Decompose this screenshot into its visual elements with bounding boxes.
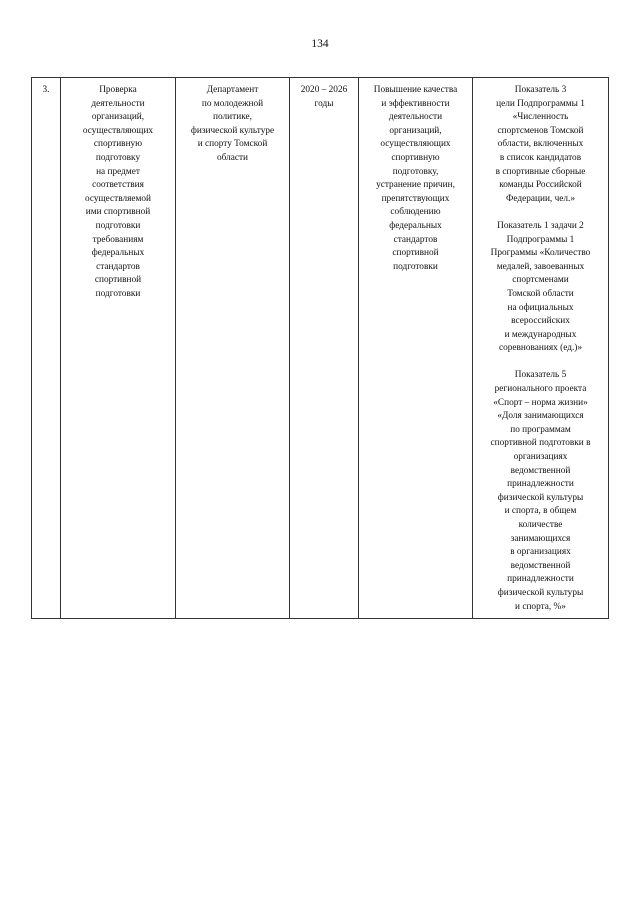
period-line: 2020 – 2026: [300, 85, 348, 95]
row-number: 3.: [42, 85, 50, 95]
activity-line: на предмет: [96, 166, 140, 177]
activity-line: спортивной: [94, 275, 142, 286]
indicator-line: команды Российской: [499, 180, 582, 191]
activity-line: Проверка: [99, 85, 137, 95]
period-line: годы: [314, 98, 334, 109]
indicator-line: в организациях: [510, 547, 571, 558]
indicator-line: Федерации, чел.»: [506, 193, 575, 204]
activity-table: [31, 77, 609, 619]
activity-line: организаций,: [91, 112, 145, 123]
executor-line: Департамент: [206, 85, 259, 95]
result-line: соблюдению: [390, 207, 441, 218]
result-line: стандартов: [393, 234, 438, 245]
executor-line: по молодежной: [201, 98, 264, 109]
result-line: федеральных: [389, 220, 442, 231]
activity-line: деятельности: [91, 98, 145, 109]
indicator-line: и спорта, в общем: [504, 506, 577, 517]
result-line: препятствующих: [381, 193, 450, 204]
activity-line: спортивную: [93, 139, 143, 150]
result-line: спортивную: [391, 152, 440, 163]
indicator-line: на официальных: [507, 302, 574, 313]
indicator-block: [475, 220, 606, 356]
result-line: Повышение качества: [373, 85, 458, 95]
indicator-line: по программам: [510, 424, 571, 435]
executor-line: и спорту Томской: [197, 139, 268, 150]
executor-cell: [176, 78, 290, 619]
period-cell: [290, 78, 359, 619]
activity-line: стандартов: [96, 261, 140, 272]
indicator-line: ведомственной: [510, 465, 571, 476]
indicator-line: и спорта, %»: [515, 601, 566, 612]
activity-line: подготовки: [95, 288, 141, 299]
executor-line: физической культуре: [190, 125, 275, 136]
activity-line: подготовку: [95, 152, 141, 163]
indicator-line: спортивной подготовки в: [490, 438, 591, 449]
indicator-line: области, включенных: [497, 139, 584, 150]
result-line: осуществляющих: [380, 139, 451, 150]
page-number: 134: [311, 38, 329, 50]
result-line: устранение причин,: [376, 180, 455, 191]
indicator-line: принадлежности: [507, 574, 574, 585]
indicator-line: физической культуры: [497, 587, 584, 598]
activity-line: соответствия: [92, 180, 144, 191]
indicator-line: Программы «Количество: [490, 248, 591, 259]
result-line: деятельности: [388, 112, 443, 123]
activity-line: осуществляющих: [82, 125, 154, 136]
row-number-cell: [32, 78, 61, 619]
indicator-line: и международных: [504, 329, 577, 340]
activity-line: осуществляемой: [84, 193, 152, 204]
result-line: организаций,: [389, 125, 442, 136]
indicator-line: соревнованиях (ед.)»: [498, 343, 583, 354]
indicator-line: организациях: [513, 452, 568, 463]
result-line: и эффективности: [381, 98, 450, 109]
indicator-line: в спортивные сборные: [495, 166, 586, 177]
indicator-line: медалей, завоеванных: [496, 261, 585, 272]
activity-cell: [61, 78, 176, 619]
indicator-line: ведомственной: [510, 560, 571, 571]
indicator-line: регионального проекта: [494, 384, 587, 395]
executor-line: области: [216, 152, 249, 163]
indicator-line: Показатель 3: [514, 85, 567, 95]
indicator-line: Показатель 1 задачи 2: [497, 220, 584, 231]
result-line: подготовку,: [392, 166, 439, 177]
result-cell: [359, 78, 473, 619]
indicator-line: «Спорт – норма жизни»: [493, 397, 588, 408]
indicator-block: [475, 84, 606, 206]
indicator-line: цели Подпрограммы 1: [496, 98, 585, 109]
result-line: подготовки: [393, 261, 438, 272]
indicator-block: [475, 369, 606, 614]
indicator-line: Подпрограммы 1: [506, 234, 575, 245]
activity-line: подготовки: [95, 220, 141, 231]
result-line: спортивной: [392, 248, 439, 259]
indicator-line: физической культуры: [497, 492, 584, 503]
activity-line: ими спортивной: [85, 207, 151, 218]
indicator-line: всероссийских: [511, 316, 570, 327]
activity-line: требованиям: [92, 234, 144, 245]
indicators-cell: [473, 78, 609, 619]
indicator-line: в список кандидатов: [499, 152, 582, 163]
executor-line: политике,: [213, 112, 252, 123]
indicator-line: количестве: [518, 520, 563, 530]
indicator-line: «Доля занимающихся: [497, 411, 584, 422]
indicator-line: Показатель 5: [514, 370, 567, 381]
indicator-line: Томской области: [507, 288, 574, 299]
table-row: [32, 78, 609, 619]
indicator-line: «Численность: [512, 112, 569, 123]
activity-line: федеральных: [91, 248, 145, 259]
indicator-line: спортсменами: [512, 275, 569, 286]
indicator-line: принадлежности: [507, 479, 574, 490]
indicator-line: занимающихся: [510, 533, 571, 544]
indicator-line: спортсменов Томской: [497, 125, 584, 136]
